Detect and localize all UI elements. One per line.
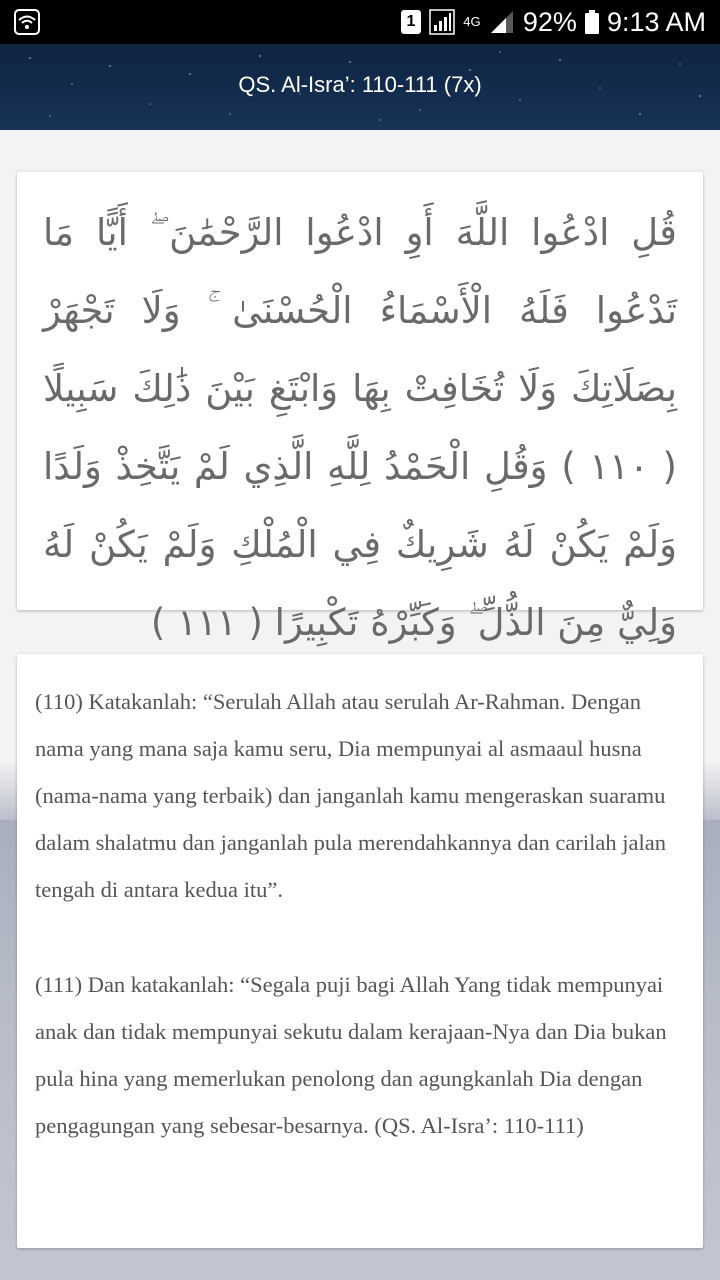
battery-icon bbox=[585, 10, 599, 34]
signal-icon bbox=[429, 9, 455, 35]
translation-card bbox=[17, 654, 703, 1248]
status-bar bbox=[0, 0, 720, 44]
translation-verse-111: (111) Dan katakanlah: “Segala puji bagi Allah Yang tidak mempunyai anak dan tidak mempunyai sekutu dalam kerajaan-Nya dan Dia bukan pula hina yang memerlukan penolong dan agungkanlah Dia dengan pengagungan yang sebesar-besarnya. (QS. Al-Isra’: 110-111) bbox=[35, 972, 667, 1138]
battery-percent: 92% bbox=[522, 6, 577, 37]
wifi-icon bbox=[14, 9, 40, 35]
app-header bbox=[0, 44, 720, 130]
clock-time: 9:13 AM bbox=[606, 6, 706, 37]
arabic-verse-text: قُلِ ادْعُوا اللَّهَ أَوِ ادْعُوا الرَّحْمَٰنَ ۖ أَيًّا مَا تَدْعُوا فَلَهُ الْأَسْمَاءُ الْحُسْنَىٰ ۚ وَلَا تَجْهَرْ بِصَلَاتِكَ وَلَا تُخَافِتْ بِهَا وَابْتَغِ بَيْنَ ذَٰلِكَ سَبِيلًا ( ١١٠ ) وَقُلِ الْحَمْدُ لِلَّهِ الَّذِي لَمْ يَتَّخِذْ وَلَدًا وَلَمْ يَكُنْ لَهُ شَرِيكٌ فِي الْمُلْكِ وَلَمْ يَكُنْ لَهُ وَلِيٌّ مِنَ الذُّلِّ ۖ وَكَبِّرْهُ تَكْبِيرًا ( ١١١ ) bbox=[43, 211, 677, 644]
sim-slot-badge: 1 bbox=[401, 10, 421, 34]
page-title: QS. Al-Isra’: 110-111 (7x) bbox=[238, 72, 482, 97]
cell-signal-icon bbox=[489, 9, 515, 35]
translation-verse-110: (110) Katakanlah: “Serulah Allah atau serulah Ar-Rahman. Dengan nama yang mana saja kamu seru, Dia mempunyai al asmaaul husna (nama-nama yang terbaik) dan janganlah kamu mengeraskan suaramu dalam shalatmu dan janganlah pula merendahkannya dan carilah jalan tengah di antara kedua itu”. bbox=[35, 689, 666, 902]
network-type-label: 4G bbox=[463, 14, 481, 29]
arabic-verse-card bbox=[17, 172, 703, 644]
status-right bbox=[401, 7, 706, 38]
